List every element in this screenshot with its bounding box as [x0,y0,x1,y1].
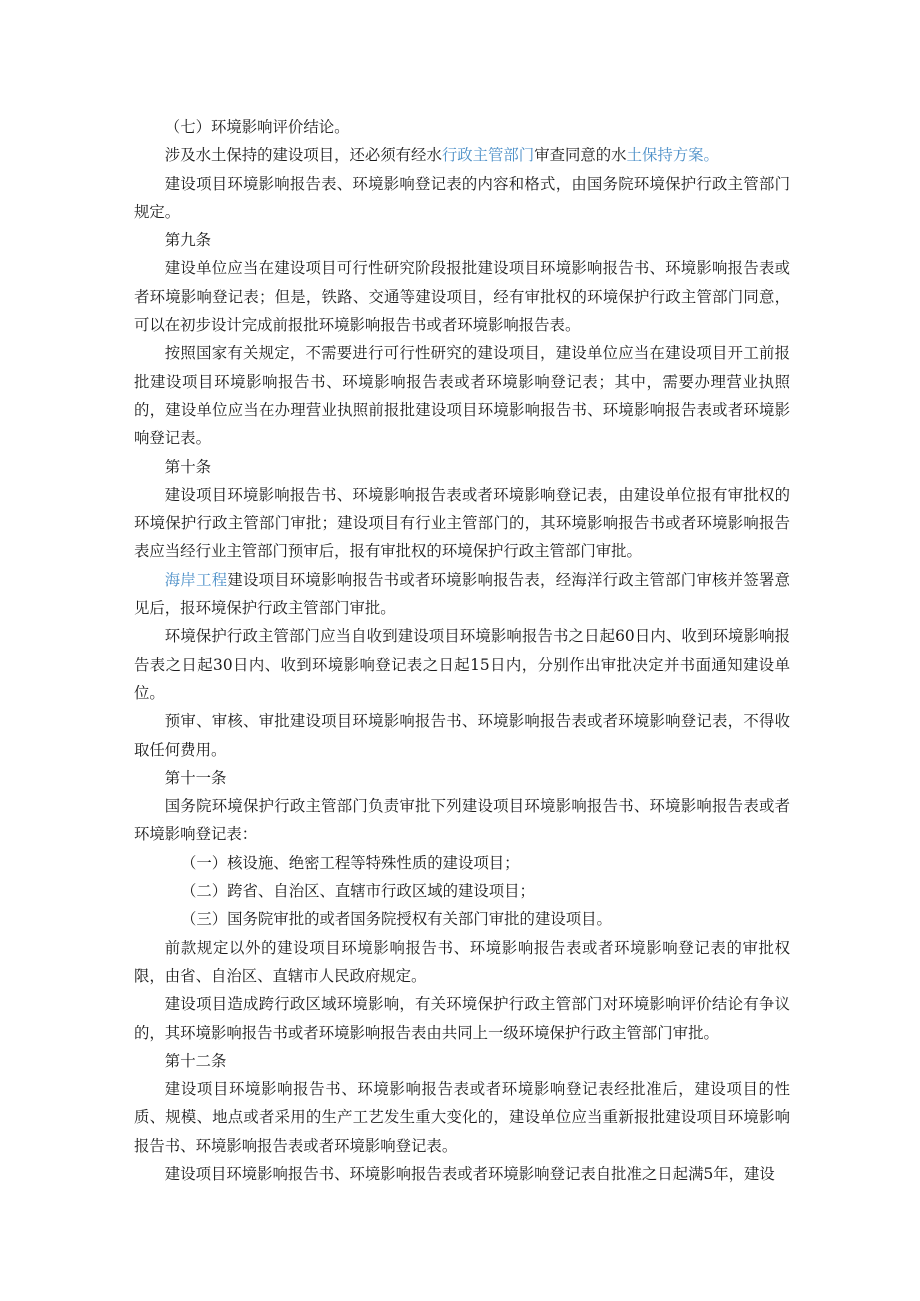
paragraph-article10-1: 建设项目环境影响报告书、环境影响报告表或者环境影响登记表，由建设单位报有审批权的环境保护行政主管部门审批；建设项目有行业主管部门的，其环境影响报告书或者环境影响报告表应当经行业主管部门预审后，报有审批权的环境保护行政主管部门审批。 [134,485,790,561]
article-heading-12: 第十二条 [164,1051,227,1070]
paragraph-format-rules: 建设项目环境影响报告表、环境影响登记表的内容和格式，由国务院环境保护行政主管部门规定。 [134,174,790,221]
article-heading-11: 第十一条 [164,768,227,787]
paragraph-article12-2: 建设项目环境影响报告书、环境影响报告表或者环境影响登记表自批准之日起满5年，建设 [164,1164,775,1183]
link-coastal-engineering[interactable]: 海岸工程 [164,570,228,589]
paragraph-article10-2 [134,566,790,623]
paragraph-article11-2: 前款规定以外的建设项目环境影响报告书、环境影响报告表或者环境影响登记表的审批权限，由省、自治区、直辖市人民政府规定。 [134,938,790,985]
document-body [134,113,790,1188]
paragraph-article11-1: 国务院环境保护行政主管部门负责审批下列建设项目环境影响报告书、环境影响报告表或者环境影响登记表： [134,797,790,844]
paragraph-article11-3: 建设项目造成跨行政区域环境影响，有关环境保护行政主管部门对环境影响评价结论有争议的，其环境影响报告书或者环境影响报告表由共同上一级环境保护行政主管部门审批。 [134,995,790,1042]
text-segment: 涉及水土保持的建设项目，还必须有经水 [164,146,442,165]
paragraph-article10-3: 环境保护行政主管部门应当自收到建设项目环境影响报告书之日起60日内、收到环境影响报告表之日起30日内、收到环境影响登记表之日起15日内，分别作出审批决定并书面通知建设单位。 [134,627,790,702]
link-soil-conservation-plan[interactable]: 土保持方案。 [626,146,719,165]
text-segment: 审查同意的水 [534,146,627,165]
paragraph-conclusion-item: （七）环境影响评价结论。 [164,118,350,136]
article-heading-9: 第九条 [164,231,211,250]
paragraph-soil-conservation [134,141,790,169]
list-item-2: （二）跨省、自治区、直辖市行政区域的建设项目； [180,882,535,901]
paragraph-article12-1: 建设项目环境影响报告书、环境影响报告表或者环境影响登记表经批准后，建设项目的性质、规模、地点或者采用的生产工艺发生重大变化的，建设单位应当重新报批建设项目环境影响报告书、环境影响报告表或者环境影响登记表。 [134,1080,790,1155]
article-heading-10: 第十条 [164,457,211,476]
paragraph-article9-1: 建设单位应当在建设项目可行性研究阶段报批建设项目环境影响报告书、环境影响报告表或者环境影响登记表；但是，铁路、交通等建设项目，经有审批权的环境保护行政主管部门同意，可以在初步设计完成前报批环境影响报告书或者环境影响报告表。 [134,259,790,335]
list-item-1: （一）核设施、绝密工程等特殊性质的建设项目； [180,853,520,872]
text-segment: 建设项目环境影响报告书或者环境影响报告表，经海洋行政主管部门审核并签署意见后，报环境保护行政主管部门审批。 [134,570,790,618]
link-administrative-department[interactable]: 行政主管部门 [441,146,535,165]
paragraph-article9-2: 按照国家有关规定，不需要进行可行性研究的建设项目，建设单位应当在建设项目开工前报批建设项目环境影响报告书、环境影响报告表或者环境影响登记表；其中，需要办理营业执照的，建设单位应当在办理营业执照前报批建设项目环境影响报告书、环境影响报告表或者环境影响登记表。 [134,344,790,448]
paragraph-article10-4: 预审、审核、审批建设项目环境影响报告书、环境影响报告表或者环境影响登记表，不得收取任何费用。 [134,712,790,759]
list-item-3: （三）国务院审批的或者国务院授权有关部门审批的建设项目。 [180,910,612,929]
